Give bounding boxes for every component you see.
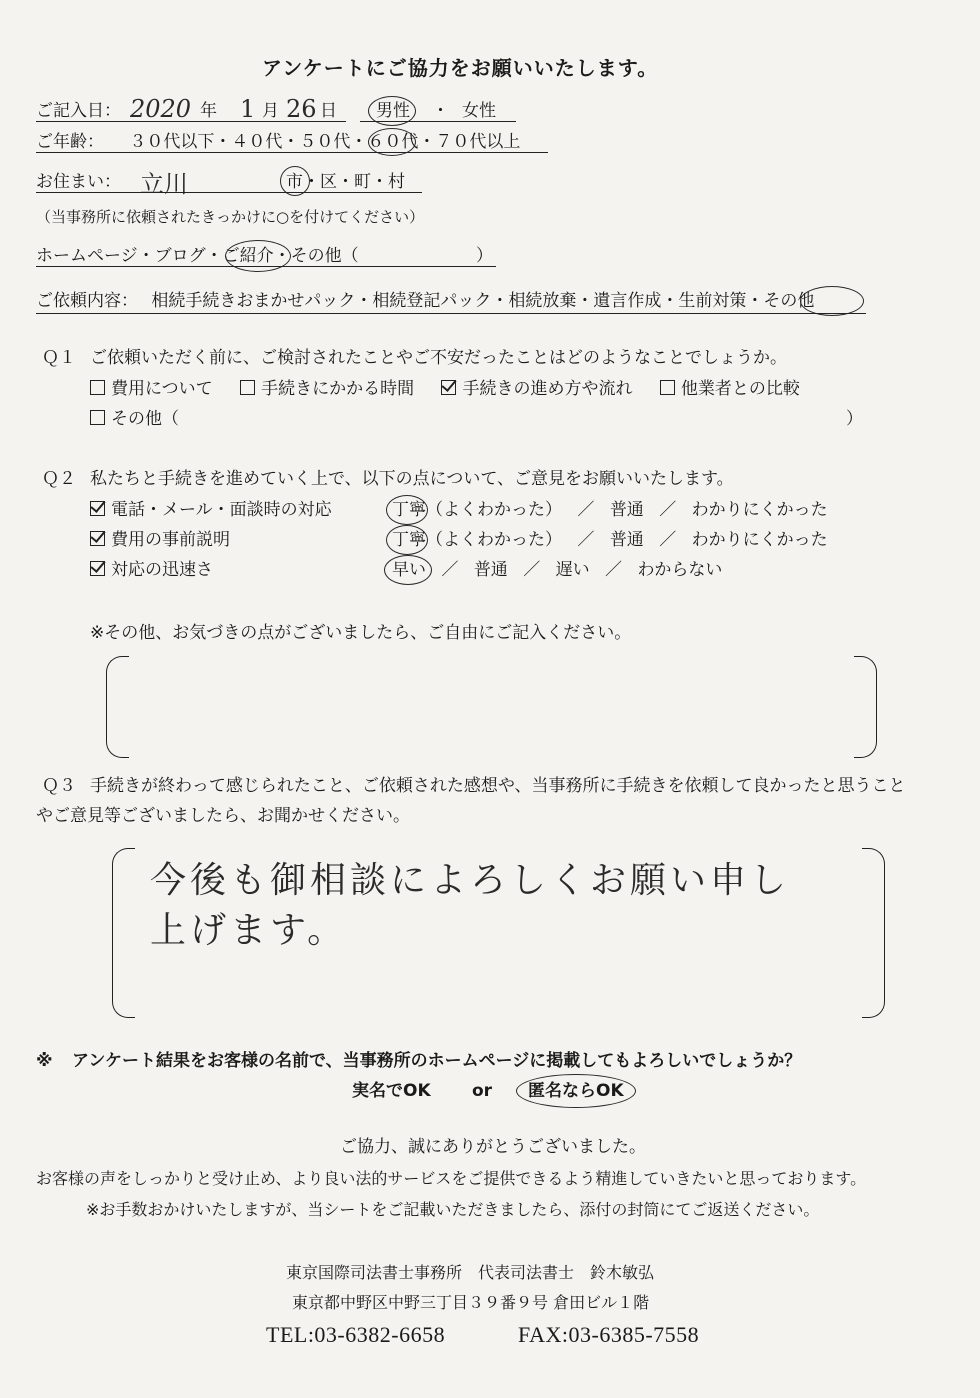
gender-sep: ・ <box>432 101 449 121</box>
publish-question: アンケート結果をお客様の名前で、当事務所のホームページに掲載してもよろしいでしょうか？ <box>72 1051 802 1071</box>
checkbox-icon[interactable] <box>90 410 105 425</box>
q2-row-contact-circle <box>386 495 428 525</box>
answer-separator: ／ <box>605 560 623 580</box>
entry-month-unit: 月 <box>262 101 279 121</box>
office-fax: FAX:03-6385-7558 <box>518 1322 700 1347</box>
checkbox-icon[interactable] <box>660 380 675 395</box>
address-underline <box>36 192 422 193</box>
q1-option-cost[interactable] <box>90 379 213 399</box>
thanks-line1: ご協力、誠にありがとうございました。 <box>340 1137 646 1157</box>
office-tel: TEL:03-6382-6658 <box>266 1322 446 1347</box>
age-option-selected: ６０代 <box>367 132 419 152</box>
trigger-underline <box>36 266 496 267</box>
answer-normal[interactable]: 普通 <box>609 500 644 520</box>
q1-options-row <box>90 378 800 400</box>
q1-option-cost-label: 費用について <box>111 379 213 399</box>
q3-question-line2: やご意見等ございましたら、お聞かせください。 <box>36 806 410 826</box>
comment-box-right-bracket <box>854 656 877 758</box>
publish-or: or <box>472 1081 493 1101</box>
page-title: アンケートにご協力をお願いいたします。 <box>262 56 659 80</box>
q3-answer-line2: 上げます。 <box>150 910 348 951</box>
q1-option-time-label: 手続きにかかる時間 <box>261 379 415 399</box>
address-label: お住まい： <box>36 172 121 192</box>
q3-answer-line1: 今後も御相談によろしくお願い申し <box>150 860 791 901</box>
publish-mark: ※ <box>36 1051 53 1071</box>
q1-option-time[interactable] <box>240 379 414 399</box>
publish-option-circle <box>516 1074 636 1108</box>
q2-row-cost-circle <box>386 525 428 555</box>
address-city: 市 <box>286 172 303 192</box>
age-label: ご年齢： <box>36 132 104 152</box>
thanks-line3: ※お手数おかけいたしますが、当シートをご記載いただきましたら、添付の封筒にてご返送ください。 <box>86 1200 820 1219</box>
checkbox-checked-icon[interactable] <box>90 561 105 576</box>
age-options-b: ・７０代以上 <box>418 132 521 152</box>
q2-row-label: 対応の迅速さ <box>111 560 213 580</box>
request-label: ご依頼内容： <box>36 291 138 311</box>
comment-box-left-bracket <box>106 656 129 758</box>
q2-row-speed-circle <box>384 555 432 585</box>
q2-row-cost <box>90 529 230 551</box>
answer-separator: ／ <box>659 500 677 520</box>
answer-separator: ／ <box>577 500 595 520</box>
q1-option-other-close: ） <box>846 409 863 429</box>
thanks-line2: お客様の声をしっかりと受け止め、より良い法的サービスをご提供できるよう精進していきたいと思っております。 <box>36 1169 867 1188</box>
answer-separator: ／ <box>523 560 541 580</box>
request-circle <box>800 286 864 316</box>
q2-row-cost-answers <box>392 529 828 551</box>
q2-row-speed <box>90 559 213 581</box>
checkbox-icon[interactable] <box>240 380 255 395</box>
request-options: 相続手続きおまかせパック・相続登記パック・相続放棄・遺言作成・生前対策・ <box>151 291 764 311</box>
age-row <box>36 131 520 153</box>
request-underline <box>36 313 866 314</box>
entry-year: 2020 <box>130 95 192 123</box>
entry-day: 26 <box>286 95 317 123</box>
request-row <box>36 290 814 312</box>
q1-number: Ｑ１ <box>42 348 76 368</box>
q2-row-speed-answers <box>392 559 722 581</box>
answer-unknown[interactable]: わからない <box>637 560 723 580</box>
answer-separator: ／ <box>577 530 595 550</box>
entry-date-row <box>36 100 121 122</box>
answer-unclear[interactable]: わかりにくかった <box>691 530 828 550</box>
gender-male: 男性 <box>376 101 410 121</box>
q3-question-line1: 手続きが終わって感じられたこと、ご依頼された感想や、当事務所に手続きを依頼して良かったと思うこと <box>90 776 906 796</box>
age-underline <box>36 152 548 153</box>
q2-note: ※その他、お気づきの点がございましたら、ご自由にご記入ください。 <box>90 623 632 643</box>
office-address: 東京都中野区中野三丁目３９番９号 倉田ビル１階 <box>292 1293 650 1312</box>
address-rest: ・区・町・村 <box>303 172 405 192</box>
trigger-options-a: ホームページ・ブログ・ <box>36 246 223 266</box>
q1-option-flow[interactable] <box>441 379 632 399</box>
answer-unclear[interactable]: わかりにくかった <box>691 500 828 520</box>
q2-number: Ｑ２ <box>42 469 76 489</box>
q1-option-flow-label: 手続きの進め方や流れ <box>462 379 633 399</box>
entry-month: 1 <box>240 95 256 123</box>
q1-option-compare-label: 他業者との比較 <box>680 379 800 399</box>
answer-normal[interactable]: 普通 <box>609 530 644 550</box>
q1-option-compare[interactable] <box>660 379 800 399</box>
publish-option-real[interactable]: 実名でOK <box>352 1081 431 1101</box>
publish-option-anonymous[interactable]: 匿名ならOK <box>528 1081 624 1101</box>
comment-input-area[interactable] <box>128 660 854 752</box>
q1-option-other[interactable] <box>90 408 179 430</box>
answer-slow[interactable]: 遅い <box>555 560 590 580</box>
age-options-a: ３０代以下・４０代・５０代・ <box>129 132 368 152</box>
trigger-circle <box>222 240 291 272</box>
answer-box-right-bracket <box>862 848 885 1018</box>
q2-row-contact-answers <box>392 499 828 521</box>
trigger-note: （当事務所に依頼されたきっかけに○を付けてください） <box>36 208 425 226</box>
checkbox-checked-icon[interactable] <box>90 531 105 546</box>
q2-row-label: 費用の事前説明 <box>111 530 230 550</box>
entry-year-unit: 年 <box>200 101 217 121</box>
checkbox-checked-icon[interactable] <box>90 501 105 516</box>
answer-fast[interactable]: 早い <box>392 560 426 580</box>
q1-option-other-label: その他（ <box>111 409 179 429</box>
request-selected: その他 <box>763 291 815 311</box>
checkbox-icon[interactable] <box>90 380 105 395</box>
trigger-options-b: ・その他（ <box>273 246 359 266</box>
answer-separator: ／ <box>659 530 677 550</box>
office-name: 東京国際司法書士事務所 代表司法書士 鈴木敏弘 <box>286 1263 655 1282</box>
q2-row-label: 電話・メール・面談時の対応 <box>111 500 332 520</box>
answer-polite[interactable]: 丁寧（よくわかった） <box>392 500 562 520</box>
q3-number: Ｑ３ <box>42 776 76 796</box>
entry-day-unit: 日 <box>320 101 337 121</box>
trigger-close: ） <box>476 246 493 266</box>
answer-separator: ／ <box>441 560 459 580</box>
answer-normal[interactable]: 普通 <box>473 560 508 580</box>
checkbox-checked-icon[interactable] <box>441 380 456 395</box>
gender-female: 女性 <box>462 101 496 121</box>
trigger-row <box>36 245 359 267</box>
entry-date-label: ご記入日： <box>36 101 121 121</box>
trigger-option-selected: ご紹介 <box>222 246 274 266</box>
q1-question: ご依頼いただく前に、ご検討されたことやご不安だったことはどのようなことでしょうか。 <box>90 348 787 368</box>
q2-question: 私たちと手続きを進めていく上で、以下の点について、ご意見をお願いいたします。 <box>90 469 734 489</box>
answer-polite[interactable]: 丁寧（よくわかった） <box>392 530 562 550</box>
answer-box-left-bracket <box>112 848 135 1018</box>
gender-underline <box>360 121 516 122</box>
q2-row-contact <box>90 499 332 521</box>
address-value: 立川 <box>140 170 188 198</box>
